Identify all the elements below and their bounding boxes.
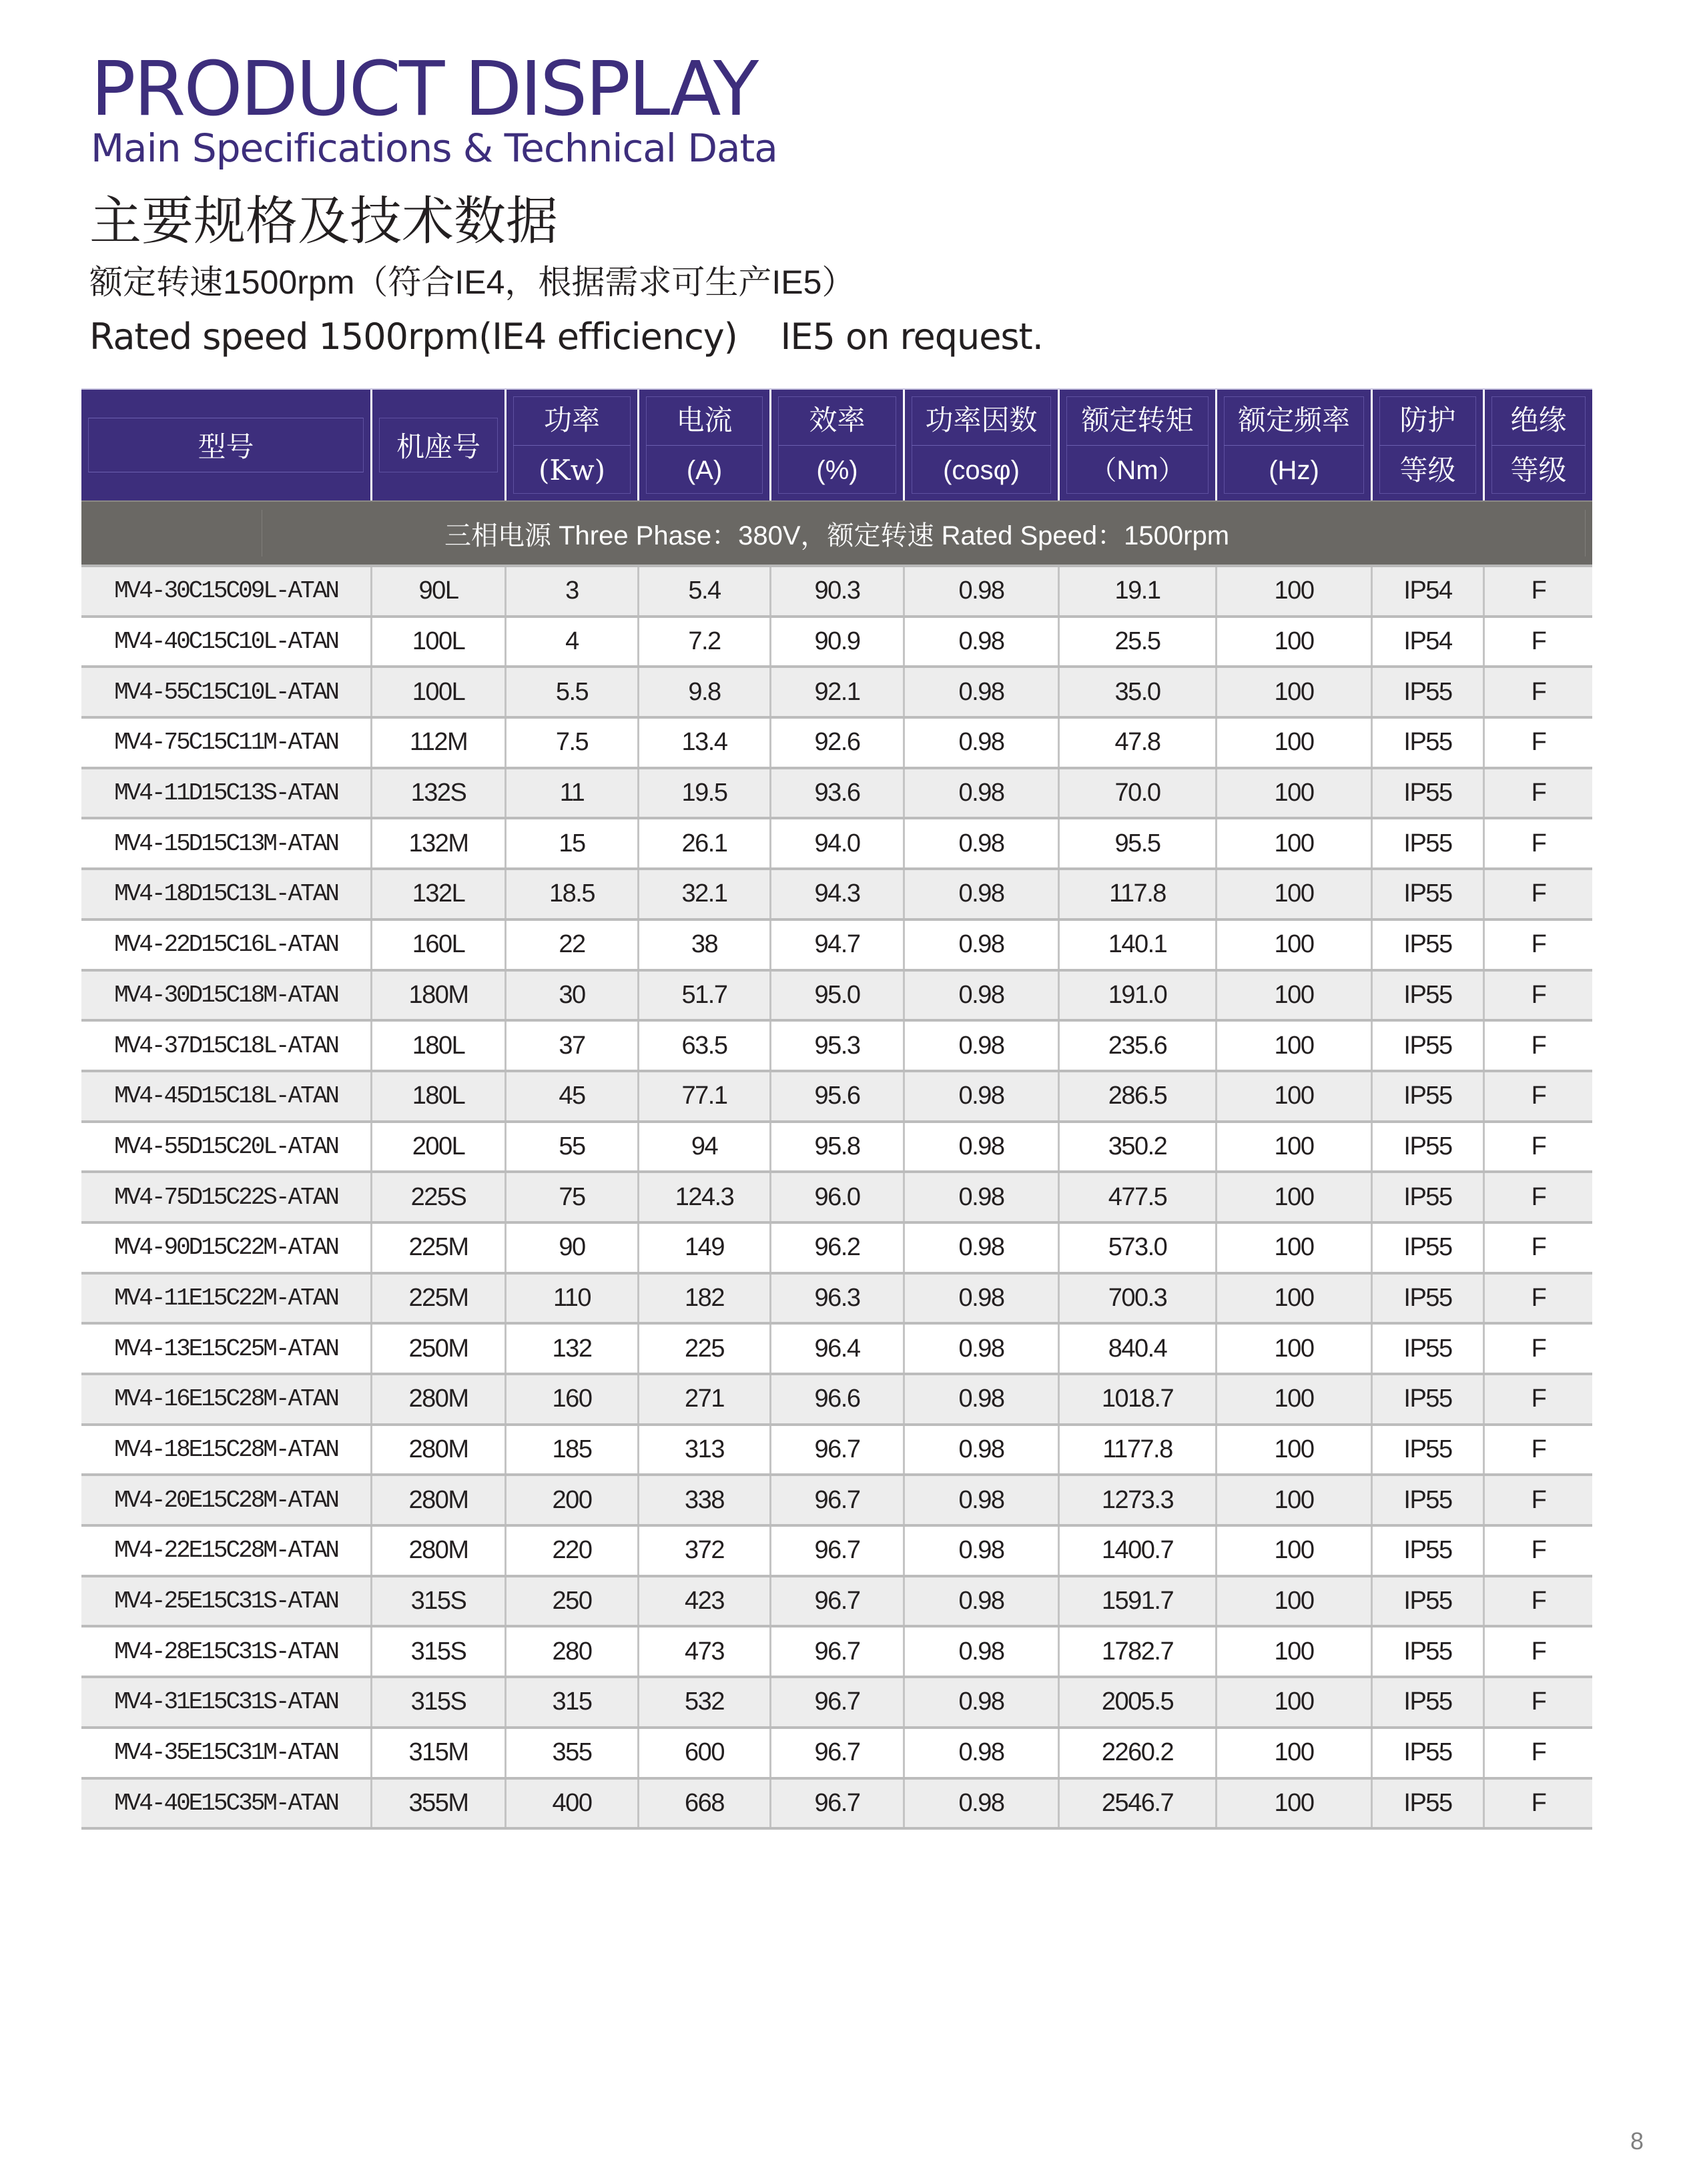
header-protection-class: 防护 等级 — [1373, 390, 1485, 500]
cell-power: 22 — [507, 921, 639, 969]
cell-frame: 280M — [372, 1527, 507, 1575]
cell-rated-torque: 1018.7 — [1060, 1375, 1217, 1423]
cell-rated-frequency: 100 — [1217, 1375, 1373, 1423]
cell-frame: 315S — [372, 1577, 507, 1625]
cell-frame: 180L — [372, 1072, 507, 1120]
cell-current: 32.1 — [639, 870, 771, 918]
cell-rated-torque: 95.5 — [1060, 819, 1217, 867]
table-row — [81, 972, 1592, 1022]
cell-power-factor: 0.98 — [905, 819, 1060, 867]
cell-frame: 90L — [372, 567, 507, 615]
cell-efficiency: 95.8 — [771, 1123, 905, 1171]
cell-insulation-class: F — [1531, 1082, 1546, 1110]
cell-rated-frequency: 100 — [1217, 1627, 1373, 1676]
cell-protection-class: IP55 — [1373, 1072, 1485, 1120]
section-heading-cn: 主要规格及技术数据 — [89, 192, 559, 250]
table-row — [81, 1072, 1592, 1123]
cell-rated-frequency: 100 — [1217, 1780, 1373, 1828]
cell-power-factor: 0.98 — [905, 1678, 1060, 1726]
cell-rated-torque: 235.6 — [1060, 1022, 1217, 1070]
cell-power: 15 — [507, 819, 639, 867]
cell-frame: 225M — [372, 1224, 507, 1272]
cell-model: MV4-25E15C31S-ATAN — [81, 1577, 372, 1625]
cell-efficiency: 94.0 — [771, 819, 905, 867]
table-row — [81, 1729, 1592, 1780]
cell-power-factor: 0.98 — [905, 1426, 1060, 1474]
table-row — [81, 668, 1592, 719]
table-row — [81, 1780, 1592, 1830]
cell-model: MV4-55D15C20L-ATAN — [81, 1123, 372, 1171]
cell-insulation-class: F — [1531, 1536, 1546, 1565]
cell-frame: 315M — [372, 1729, 507, 1777]
cell-power-factor: 0.98 — [905, 1476, 1060, 1524]
cell-rated-torque: 70.0 — [1060, 769, 1217, 817]
cell-protection-class: IP55 — [1373, 1426, 1485, 1474]
cell-protection-class: IP55 — [1373, 870, 1485, 918]
cell-insulation-class: F — [1531, 1385, 1546, 1413]
cell-efficiency: 96.2 — [771, 1224, 905, 1272]
cell-efficiency: 96.4 — [771, 1325, 905, 1373]
table-row — [81, 1375, 1592, 1426]
cell-model: MV4-15D15C13M-ATAN — [81, 819, 372, 867]
cell-efficiency: 96.7 — [771, 1527, 905, 1575]
cell-model: MV4-31E15C31S-ATAN — [81, 1678, 372, 1726]
table-row — [81, 618, 1592, 669]
cell-power-factor: 0.98 — [905, 1072, 1060, 1120]
cell-power-factor: 0.98 — [905, 668, 1060, 716]
cell-frame: 280M — [372, 1476, 507, 1524]
cell-insulation-class: F — [1531, 1688, 1546, 1716]
cell-current: 63.5 — [639, 1022, 771, 1070]
cell-model: MV4-45D15C18L-ATAN — [81, 1072, 372, 1120]
table-row — [81, 1527, 1592, 1577]
cell-insulation-class: F — [1531, 577, 1546, 605]
cell-efficiency: 96.7 — [771, 1426, 905, 1474]
cell-rated-frequency: 100 — [1217, 1123, 1373, 1171]
cell-rated-frequency: 100 — [1217, 1678, 1373, 1726]
cell-current: 7.2 — [639, 618, 771, 666]
cell-power: 3 — [507, 567, 639, 615]
cell-current: 9.8 — [639, 668, 771, 716]
cell-frame: 315S — [372, 1678, 507, 1726]
cell-efficiency: 92.1 — [771, 668, 905, 716]
cell-rated-frequency: 100 — [1217, 618, 1373, 666]
cell-efficiency: 95.0 — [771, 972, 905, 1020]
cell-rated-torque: 1400.7 — [1060, 1527, 1217, 1575]
cell-current: 313 — [639, 1426, 771, 1474]
cell-power: 220 — [507, 1527, 639, 1575]
cell-model: MV4-11D15C13S-ATAN — [81, 769, 372, 817]
cell-insulation-class: F — [1531, 930, 1546, 959]
cell-rated-frequency: 100 — [1217, 1325, 1373, 1373]
cell-rated-torque: 1177.8 — [1060, 1426, 1217, 1474]
cell-model: MV4-20E15C28M-ATAN — [81, 1476, 372, 1524]
cell-insulation-class: F — [1531, 1132, 1546, 1160]
page-subtitle: Main Specifications & Technical Data — [91, 125, 777, 171]
cell-efficiency: 96.3 — [771, 1275, 905, 1323]
cell-model: MV4-28E15C31S-ATAN — [81, 1627, 372, 1676]
cell-power: 355 — [507, 1729, 639, 1777]
cell-insulation-class: F — [1531, 1637, 1546, 1666]
cell-frame: 132S — [372, 769, 507, 817]
cell-current: 600 — [639, 1729, 771, 1777]
cell-protection-class: IP55 — [1373, 1780, 1485, 1828]
table-row — [81, 870, 1592, 921]
table-row — [81, 921, 1592, 972]
cell-model: MV4-55C15C10L-ATAN — [81, 668, 372, 716]
cell-efficiency: 96.7 — [771, 1678, 905, 1726]
cell-protection-class: IP55 — [1373, 972, 1485, 1020]
cell-rated-frequency: 100 — [1217, 1275, 1373, 1323]
cell-insulation-class: F — [1531, 627, 1546, 656]
cell-current: 5.4 — [639, 567, 771, 615]
cell-rated-torque: 350.2 — [1060, 1123, 1217, 1171]
cell-insulation-class: F — [1531, 980, 1546, 1009]
cell-protection-class: IP54 — [1373, 618, 1485, 666]
cell-frame: 250M — [372, 1325, 507, 1373]
cell-current: 13.4 — [639, 719, 771, 767]
cell-current: 372 — [639, 1527, 771, 1575]
cell-protection-class: IP55 — [1373, 1224, 1485, 1272]
cell-current: 182 — [639, 1275, 771, 1323]
cell-rated-frequency: 100 — [1217, 567, 1373, 615]
header-rated-frequency: 额定频率 (Hz) — [1217, 390, 1373, 500]
cell-power-factor: 0.98 — [905, 1729, 1060, 1777]
cell-current: 423 — [639, 1577, 771, 1625]
cell-model: MV4-35E15C31M-ATAN — [81, 1729, 372, 1777]
table-row — [81, 769, 1592, 820]
cell-protection-class: IP55 — [1373, 1123, 1485, 1171]
cell-model: MV4-18E15C28M-ATAN — [81, 1426, 372, 1474]
cell-frame: 225M — [372, 1275, 507, 1323]
cell-efficiency: 94.3 — [771, 870, 905, 918]
cell-insulation-class: F — [1531, 1283, 1546, 1312]
cell-frame: 280M — [372, 1426, 507, 1474]
cell-power-factor: 0.98 — [905, 1275, 1060, 1323]
cell-model: MV4-16E15C28M-ATAN — [81, 1375, 372, 1423]
cell-power-factor: 0.98 — [905, 769, 1060, 817]
cell-efficiency: 92.6 — [771, 719, 905, 767]
table-row — [81, 1173, 1592, 1224]
cell-insulation-class: F — [1531, 829, 1546, 857]
cell-power: 5.5 — [507, 668, 639, 716]
cell-current: 225 — [639, 1325, 771, 1373]
cell-rated-torque: 35.0 — [1060, 668, 1217, 716]
cell-current: 26.1 — [639, 819, 771, 867]
cell-rated-torque: 2546.7 — [1060, 1780, 1217, 1828]
phase-label: 三相电源 Three Phase：380V，额定转速 Rated Speed：1500rpm — [444, 520, 1230, 551]
cell-rated-torque: 700.3 — [1060, 1275, 1217, 1323]
table-row — [81, 1627, 1592, 1678]
cell-efficiency: 96.7 — [771, 1577, 905, 1625]
cell-model: MV4-40C15C10L-ATAN — [81, 618, 372, 666]
cell-protection-class: IP55 — [1373, 668, 1485, 716]
table-row — [81, 1123, 1592, 1174]
cell-rated-frequency: 100 — [1217, 921, 1373, 969]
cell-power: 200 — [507, 1476, 639, 1524]
cell-protection-class: IP55 — [1373, 1375, 1485, 1423]
cell-frame: 160L — [372, 921, 507, 969]
cell-protection-class: IP55 — [1373, 1325, 1485, 1373]
cell-insulation-class: F — [1531, 1788, 1546, 1817]
page-title: PRODUCT DISPLAY — [91, 46, 757, 133]
cell-power-factor: 0.98 — [905, 1780, 1060, 1828]
cell-protection-class: IP55 — [1373, 1577, 1485, 1625]
table-row — [81, 1476, 1592, 1527]
cell-insulation-class: F — [1531, 1334, 1546, 1363]
cell-power-factor: 0.98 — [905, 1224, 1060, 1272]
cell-power: 4 — [507, 618, 639, 666]
header-frame: 机座号 — [372, 390, 507, 500]
cell-model: MV4-40E15C35M-ATAN — [81, 1780, 372, 1828]
cell-rated-frequency: 100 — [1217, 1173, 1373, 1221]
cell-power: 185 — [507, 1426, 639, 1474]
header-power-factor: 功率因数 (cosφ) — [905, 390, 1060, 500]
cell-efficiency: 94.7 — [771, 921, 905, 969]
cell-rated-frequency: 100 — [1217, 668, 1373, 716]
cell-power: 250 — [507, 1577, 639, 1625]
table-row — [81, 1426, 1592, 1477]
cell-rated-torque: 1591.7 — [1060, 1577, 1217, 1625]
cell-efficiency: 95.3 — [771, 1022, 905, 1070]
rated-speed-note-en: Rated speed 1500rpm(IE4 efficiency) IE5 on request. — [89, 316, 1043, 358]
cell-model: MV4-75C15C11M-ATAN — [81, 719, 372, 767]
table-header — [81, 388, 1592, 500]
cell-rated-torque: 2260.2 — [1060, 1729, 1217, 1777]
cell-power-factor: 0.98 — [905, 618, 1060, 666]
cell-rated-torque: 117.8 — [1060, 870, 1217, 918]
table-row — [81, 1678, 1592, 1729]
cell-current: 51.7 — [639, 972, 771, 1020]
cell-rated-torque: 1782.7 — [1060, 1627, 1217, 1676]
cell-current: 149 — [639, 1224, 771, 1272]
cell-power: 280 — [507, 1627, 639, 1676]
cell-power: 55 — [507, 1123, 639, 1171]
cell-insulation-class: F — [1531, 1435, 1546, 1464]
cell-efficiency: 90.3 — [771, 567, 905, 615]
table-row — [81, 1022, 1592, 1072]
cell-insulation-class: F — [1531, 677, 1546, 706]
cell-protection-class: IP55 — [1373, 1275, 1485, 1323]
cell-efficiency: 96.6 — [771, 1375, 905, 1423]
cell-model: MV4-37D15C18L-ATAN — [81, 1022, 372, 1070]
cell-power-factor: 0.98 — [905, 1325, 1060, 1373]
cell-model: MV4-22E15C28M-ATAN — [81, 1527, 372, 1575]
cell-protection-class: IP55 — [1373, 1173, 1485, 1221]
cell-protection-class: IP55 — [1373, 769, 1485, 817]
cell-power: 400 — [507, 1780, 639, 1828]
cell-efficiency: 93.6 — [771, 769, 905, 817]
cell-protection-class: IP55 — [1373, 1729, 1485, 1777]
cell-model: MV4-90D15C22M-ATAN — [81, 1224, 372, 1272]
spec-table — [81, 388, 1592, 1830]
cell-rated-torque: 477.5 — [1060, 1173, 1217, 1221]
cell-frame: 100L — [372, 618, 507, 666]
cell-frame: 132M — [372, 819, 507, 867]
cell-current: 77.1 — [639, 1072, 771, 1120]
table-row — [81, 819, 1592, 870]
cell-model: MV4-22D15C16L-ATAN — [81, 921, 372, 969]
cell-protection-class: IP55 — [1373, 1022, 1485, 1070]
cell-rated-torque: 191.0 — [1060, 972, 1217, 1020]
table-row — [81, 1577, 1592, 1628]
cell-current: 532 — [639, 1678, 771, 1726]
cell-rated-frequency: 100 — [1217, 819, 1373, 867]
cell-frame: 280M — [372, 1375, 507, 1423]
cell-rated-frequency: 100 — [1217, 1577, 1373, 1625]
cell-frame: 355M — [372, 1780, 507, 1828]
table-row — [81, 1224, 1592, 1275]
cell-insulation-class: F — [1531, 1031, 1546, 1060]
cell-model: MV4-30C15C09L-ATAN — [81, 567, 372, 615]
cell-rated-frequency: 100 — [1217, 1729, 1373, 1777]
cell-current: 124.3 — [639, 1173, 771, 1221]
cell-efficiency: 96.7 — [771, 1729, 905, 1777]
cell-power-factor: 0.98 — [905, 719, 1060, 767]
cell-rated-frequency: 100 — [1217, 972, 1373, 1020]
table-row — [81, 567, 1592, 618]
cell-power: 7.5 — [507, 719, 639, 767]
cell-protection-class: IP55 — [1373, 1627, 1485, 1676]
cell-insulation-class: F — [1531, 1182, 1546, 1211]
cell-model: MV4-30D15C18M-ATAN — [81, 972, 372, 1020]
table-row — [81, 719, 1592, 769]
cell-frame: 132L — [372, 870, 507, 918]
header-model: 型号 — [81, 390, 372, 500]
cell-rated-torque: 573.0 — [1060, 1224, 1217, 1272]
cell-frame: 315S — [372, 1627, 507, 1676]
cell-power-factor: 0.98 — [905, 921, 1060, 969]
cell-power-factor: 0.98 — [905, 567, 1060, 615]
cell-protection-class: IP55 — [1373, 1678, 1485, 1726]
cell-power-factor: 0.98 — [905, 1627, 1060, 1676]
cell-power-factor: 0.98 — [905, 1123, 1060, 1171]
cell-frame: 180M — [372, 972, 507, 1020]
header-current: 电流 (A) — [639, 390, 771, 500]
cell-insulation-class: F — [1531, 1738, 1546, 1767]
cell-insulation-class: F — [1531, 1485, 1546, 1514]
cell-protection-class: IP55 — [1373, 1476, 1485, 1524]
cell-frame: 225S — [372, 1173, 507, 1221]
cell-efficiency: 96.7 — [771, 1627, 905, 1676]
cell-rated-frequency: 100 — [1217, 870, 1373, 918]
cell-rated-torque: 140.1 — [1060, 921, 1217, 969]
cell-current: 19.5 — [639, 769, 771, 817]
cell-rated-torque: 2005.5 — [1060, 1678, 1217, 1726]
cell-rated-frequency: 100 — [1217, 769, 1373, 817]
cell-protection-class: IP55 — [1373, 819, 1485, 867]
cell-frame: 200L — [372, 1123, 507, 1171]
cell-efficiency: 90.9 — [771, 618, 905, 666]
cell-power: 37 — [507, 1022, 639, 1070]
cell-model: MV4-11E15C22M-ATAN — [81, 1275, 372, 1323]
cell-rated-torque: 286.5 — [1060, 1072, 1217, 1120]
cell-efficiency: 96.7 — [771, 1476, 905, 1524]
cell-power: 30 — [507, 972, 639, 1020]
cell-insulation-class: F — [1531, 879, 1546, 908]
cell-current: 94 — [639, 1123, 771, 1171]
cell-rated-torque: 840.4 — [1060, 1325, 1217, 1373]
cell-rated-frequency: 100 — [1217, 1476, 1373, 1524]
cell-rated-torque: 19.1 — [1060, 567, 1217, 615]
cell-insulation-class: F — [1531, 1587, 1546, 1615]
cell-rated-frequency: 100 — [1217, 1072, 1373, 1120]
cell-power-factor: 0.98 — [905, 1173, 1060, 1221]
cell-efficiency: 95.6 — [771, 1072, 905, 1120]
page-number: 8 — [1630, 2127, 1644, 2155]
cell-rated-frequency: 100 — [1217, 1527, 1373, 1575]
table-row — [81, 1275, 1592, 1325]
cell-power: 132 — [507, 1325, 639, 1373]
cell-power: 18.5 — [507, 870, 639, 918]
cell-rated-torque: 25.5 — [1060, 618, 1217, 666]
cell-power: 315 — [507, 1678, 639, 1726]
cell-rated-frequency: 100 — [1217, 1022, 1373, 1070]
table-row — [81, 1325, 1592, 1375]
cell-power-factor: 0.98 — [905, 1527, 1060, 1575]
cell-power: 160 — [507, 1375, 639, 1423]
cell-rated-torque: 47.8 — [1060, 719, 1217, 767]
cell-protection-class: IP55 — [1373, 1527, 1485, 1575]
cell-power: 90 — [507, 1224, 639, 1272]
cell-frame: 112M — [372, 719, 507, 767]
cell-power: 75 — [507, 1173, 639, 1221]
cell-protection-class: IP55 — [1373, 921, 1485, 969]
cell-protection-class: IP54 — [1373, 567, 1485, 615]
cell-power-factor: 0.98 — [905, 1022, 1060, 1070]
rated-speed-note-cn: 额定转速1500rpm（符合IE4，根据需求可生产IE5） — [89, 264, 856, 301]
header-insulation-class: 绝缘 等级 — [1485, 390, 1592, 500]
cell-rated-torque: 1273.3 — [1060, 1476, 1217, 1524]
cell-current: 668 — [639, 1780, 771, 1828]
cell-efficiency: 96.0 — [771, 1173, 905, 1221]
header-efficiency: 效率 (%) — [771, 390, 905, 500]
cell-current: 38 — [639, 921, 771, 969]
cell-current: 338 — [639, 1476, 771, 1524]
cell-insulation-class: F — [1531, 1233, 1546, 1262]
cell-protection-class: IP55 — [1373, 719, 1485, 767]
cell-power: 45 — [507, 1072, 639, 1120]
table-body — [81, 567, 1592, 1830]
cell-power-factor: 0.98 — [905, 972, 1060, 1020]
cell-model: MV4-75D15C22S-ATAN — [81, 1173, 372, 1221]
cell-rated-frequency: 100 — [1217, 1224, 1373, 1272]
cell-model: MV4-18D15C13L-ATAN — [81, 870, 372, 918]
cell-insulation-class: F — [1531, 779, 1546, 807]
cell-model: MV4-13E15C25M-ATAN — [81, 1325, 372, 1373]
cell-power-factor: 0.98 — [905, 1577, 1060, 1625]
cell-frame: 180L — [372, 1022, 507, 1070]
cell-frame: 100L — [372, 668, 507, 716]
phase-banner — [81, 500, 1592, 567]
cell-efficiency: 96.7 — [771, 1780, 905, 1828]
cell-rated-frequency: 100 — [1217, 719, 1373, 767]
header-power: 功率 (Kw) — [507, 390, 639, 500]
cell-power-factor: 0.98 — [905, 870, 1060, 918]
cell-current: 271 — [639, 1375, 771, 1423]
cell-power: 110 — [507, 1275, 639, 1323]
cell-current: 473 — [639, 1627, 771, 1676]
header-rated-torque: 额定转矩 （Nm） — [1060, 390, 1217, 500]
cell-rated-frequency: 100 — [1217, 1426, 1373, 1474]
cell-insulation-class: F — [1531, 728, 1546, 757]
cell-power-factor: 0.98 — [905, 1375, 1060, 1423]
cell-power: 11 — [507, 769, 639, 817]
